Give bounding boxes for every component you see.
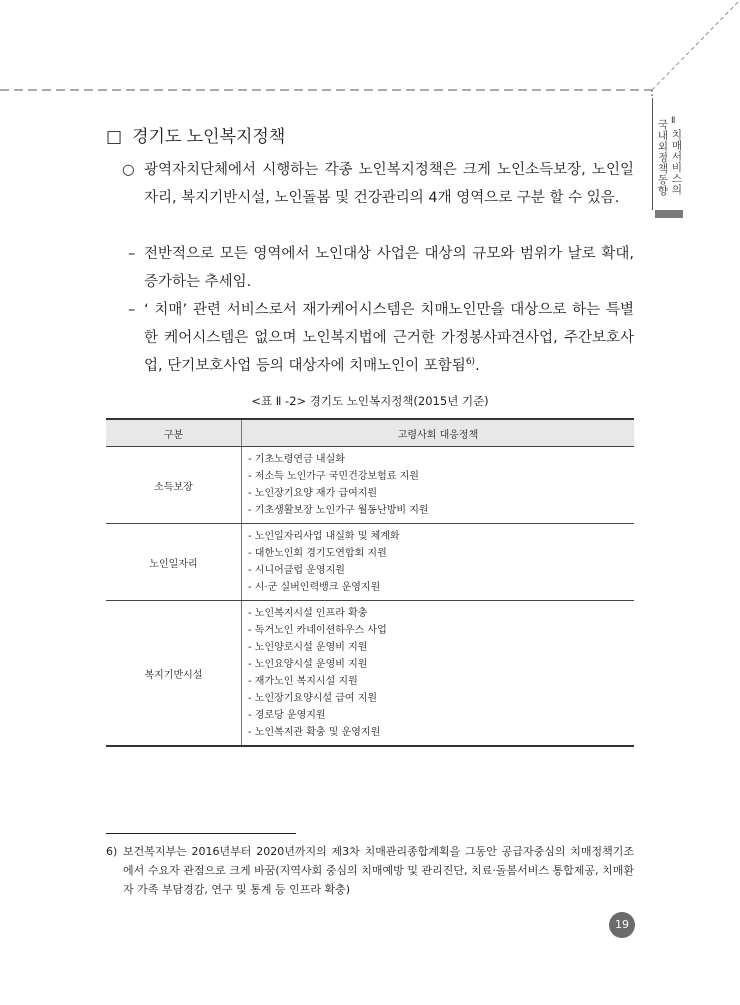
dash-bullet-icon: -	[248, 565, 255, 576]
table-row	[106, 447, 634, 524]
chapter-side-tab	[652, 98, 683, 210]
circle-bullet-icon: ○	[122, 162, 135, 178]
policy-item-text: 노인일자리사업 내실화 및 체계화	[254, 531, 400, 542]
dash-bullet-icon: -	[248, 625, 255, 636]
table-caption: <표 Ⅱ -2> 경기도 노인복지정책(2015년 기준)	[251, 394, 489, 408]
footnote-divider	[106, 833, 296, 834]
policy-item-text: 노인장기요양 재가 급여지원	[254, 488, 378, 499]
paragraph-end-period: .	[475, 358, 480, 374]
table-cell-policies	[242, 447, 635, 524]
page-number-badge: 19	[609, 912, 635, 938]
table-header-row	[106, 419, 634, 447]
policy-item-text: 시·군 실버인력뱅크 운영지원	[254, 582, 381, 593]
policy-item	[248, 690, 634, 707]
footnote-number: 6)	[106, 845, 118, 858]
policy-item	[248, 528, 634, 545]
dash-bullet-icon: -	[248, 642, 255, 653]
policy-item	[248, 707, 634, 724]
table-body	[106, 447, 634, 747]
table-cell-policies	[242, 601, 635, 747]
dash-bullet-icon: -	[248, 676, 255, 687]
policy-item-text: 노인장기요양시설 급여 지원	[254, 693, 378, 704]
table-cell-category: 노인일자리	[106, 524, 242, 601]
policy-item	[248, 502, 634, 519]
chapter-roman-numeral: Ⅱ	[671, 116, 676, 126]
policy-item-text: 노인양로시설 운영비 지원	[254, 642, 368, 653]
dash-bullet-icon: –	[128, 302, 136, 318]
policy-item	[248, 579, 634, 596]
policy-item	[248, 451, 634, 468]
policy-item-text: 대한노인회 경기도연합회 지원	[254, 548, 387, 559]
section-heading-text: 경기도 노인복지정책	[132, 127, 286, 147]
policy-item	[248, 545, 634, 562]
paragraph-overview: 광역자치단체에서 시행하는 각종 노인복지정책은 크게 노인소득보장, 노인일자리, 복지기반시설, 노인돌봄 및 건강관리의 4개 영역으로 구분 할 수 있음.	[144, 162, 634, 206]
table-cell-category: 복지기반시설	[106, 601, 242, 747]
policy-item-text: 재가노인 복지시설 지원	[254, 676, 358, 687]
footnote	[106, 842, 634, 899]
dash-bullet-icon: -	[248, 488, 255, 499]
paragraph-dementia-care	[144, 296, 634, 380]
policy-item-text: 시니어클럽 운영지원	[254, 565, 345, 576]
policy-item	[248, 639, 634, 656]
policy-item-text: 노인복지시설 인프라 확충	[254, 608, 368, 619]
policy-item	[248, 562, 634, 579]
dash-bullet-icon: -	[248, 454, 255, 465]
policy-table	[106, 418, 634, 747]
policy-item	[248, 673, 634, 690]
policy-item	[248, 724, 634, 741]
policy-item	[248, 622, 634, 639]
policy-item	[248, 485, 634, 502]
section-heading	[106, 122, 285, 147]
dash-bullet-icon: -	[248, 693, 255, 704]
policy-item-text: 저소득 노인가구 국민건강보험료 지원	[254, 471, 419, 482]
dash-bullet-icon: -	[248, 505, 255, 516]
table-cell-category: 소득보장	[106, 447, 242, 524]
table-cell-policies	[242, 524, 635, 601]
policy-item-text: 경로당 운영지원	[254, 710, 326, 721]
dash-bullet-icon: -	[248, 548, 255, 559]
paragraph-trend: 전반적으로 모든 영역에서 노인대상 사업은 대상의 규모와 범위가 날로 확대, 증가하는 추세임.	[144, 246, 634, 290]
dash-bullet-icon: -	[248, 710, 255, 721]
policy-item-text: 독거노인 카네이션하우스 사업	[254, 625, 387, 636]
table-header-category: 구분	[106, 419, 242, 447]
dash-bullet-icon: -	[248, 608, 255, 619]
policy-item-text: 노인요양시설 운영비 지원	[254, 659, 368, 670]
chapter-title-line-1: 치매서비스의	[671, 129, 683, 196]
footnote-ref[interactable]: 6)	[465, 357, 476, 368]
paragraph-dementia-care-text: ‘ 치매’ 관련 서비스로서 재가케어시스템은 치매노인만을 대상으로 하는 특별한 케어시스템은 없으며 노인복지법에 근거한 가정봉사파견사업, 주간보호사업, 단기보호사업 등의 대상자에 치매노인이 포함됨	[144, 302, 634, 374]
chapter-title-line-2: 국내외정책동향	[657, 119, 669, 197]
policy-item-text: 기초생활보장 노인가구 월동난방비 지원	[254, 505, 429, 516]
dash-bullet-icon: -	[248, 727, 255, 738]
dash-bullet-icon: -	[248, 659, 255, 670]
dash-bullet-icon: -	[248, 582, 255, 593]
table-header-policy: 고령사회 대응정책	[242, 419, 635, 447]
footnote-text: 보건복지부는 2016년부터 2020년까지의 제3차 치매관리종합계획을 그동안 공급자중심의 치매정책기조에서 수요자 관점으로 크게 바꿈(지역사회 중심의 치매예방 및 관리진단, 치료·돌봄서비스 통합제공, 치매환자 가족 부담경감, 연구 및 통계 등 인프라 확충)	[123, 845, 634, 896]
policy-item-text: 기초노령연금 내실화	[254, 454, 345, 465]
policy-item	[248, 605, 634, 622]
dash-bullet-icon: -	[248, 471, 255, 482]
policy-item	[248, 656, 634, 673]
policy-item	[248, 468, 634, 485]
dash-bullet-icon: -	[248, 531, 255, 542]
square-bullet-icon: □	[106, 127, 123, 147]
chapter-tab-bar	[655, 210, 683, 218]
dash-bullet-icon: –	[128, 246, 136, 262]
table-row	[106, 601, 634, 747]
policy-item-text: 노인복지관 확충 및 운영지원	[254, 727, 381, 738]
table-row	[106, 524, 634, 601]
